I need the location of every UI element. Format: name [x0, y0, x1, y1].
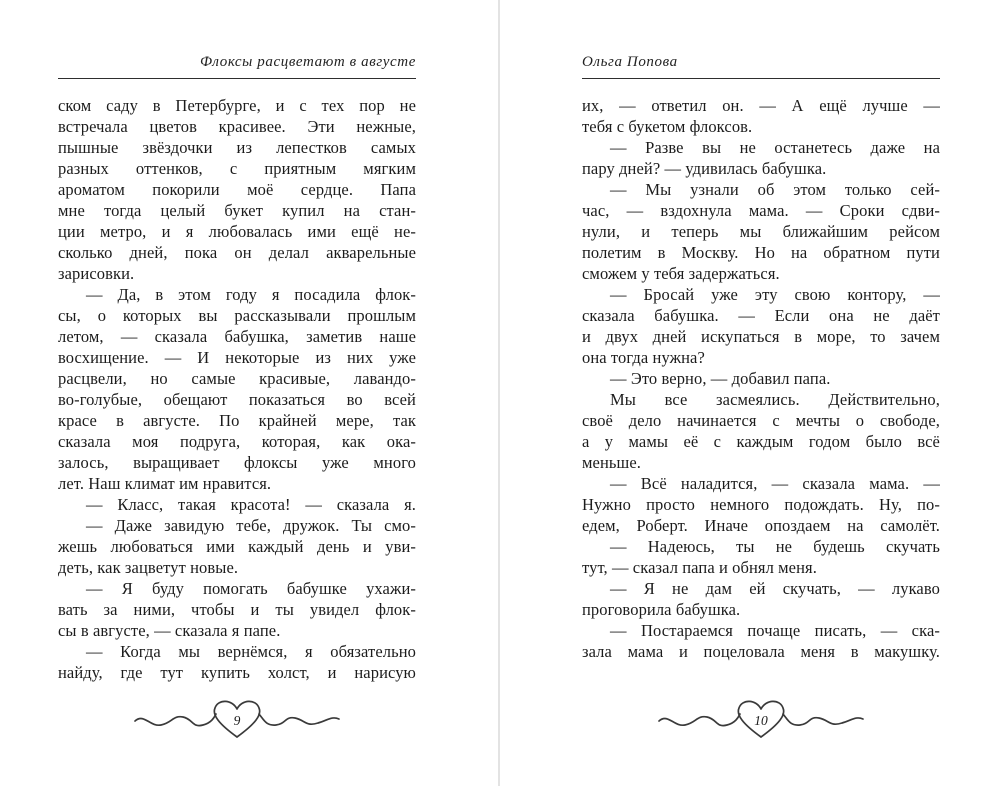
- text-line: едем, Роберт. Иначе опоздаем на самолёт.: [582, 516, 940, 535]
- text-line: — Это верно, — добавил папа.: [610, 369, 831, 388]
- text-line: тут, — сказал папа и обнял меня.: [582, 558, 817, 577]
- flourish-left-icon: [659, 714, 740, 726]
- text-line: полетим в Москву. Но на обратном пути: [582, 243, 940, 262]
- text-line: ском саду в Петербурге, и с тех пор не: [58, 96, 416, 115]
- running-header-author: Ольга Попова: [582, 54, 678, 70]
- left-page: [58, 0, 416, 786]
- header-rule: [582, 78, 940, 79]
- text-line: — Мы узнали об этом только сей-: [610, 180, 940, 199]
- paragraph: [582, 95, 940, 137]
- header-rule: [58, 78, 416, 79]
- text-line: расцвели, но самые красивые, лавандо-: [58, 369, 416, 388]
- text-line: сы, о которых вы рассказывали прошлым: [58, 306, 416, 325]
- paragraph: [582, 284, 940, 368]
- paragraph: [582, 536, 940, 578]
- paragraph: [58, 284, 416, 494]
- text-line: — Класс, такая красота! — сказала я.: [86, 495, 416, 514]
- text-line: — Всё наладится, — сказала мама. —: [610, 474, 940, 493]
- text-line: разных оттенков, с приятным мягким: [58, 159, 416, 178]
- paragraph: [582, 578, 940, 620]
- text-line: ароматом покорили моё сердце. Папа: [58, 180, 416, 199]
- text-line: — Да, в этом году я посадила флок-: [86, 285, 416, 304]
- text-line: нули, и теперь мы ближайшим рейсом: [582, 222, 940, 241]
- text-line: лет. Наш климат им нравится.: [58, 474, 272, 493]
- text-line: — Я буду помогать бабушке ухажи-: [86, 579, 416, 598]
- text-line: час, — вздохнула мама. — Сроки сдви-: [582, 201, 940, 220]
- text-line: а у мамы её с каждым годом было всё: [582, 432, 940, 451]
- paragraph: [58, 95, 416, 284]
- text-line: летом, — сказала бабушка, заметив наше: [58, 327, 416, 346]
- heart-flourish-ornament: [656, 694, 866, 746]
- flourish-right-icon: [783, 714, 863, 725]
- text-line: найду, где тут купить холст, и нарисую: [58, 663, 416, 682]
- paragraph: [582, 389, 940, 473]
- text-line: восхищение. — И некоторые из них уже: [58, 348, 416, 367]
- text-line: проговорила бабушка.: [582, 600, 741, 619]
- text-line: Мы все засмеялись. Действительно,: [610, 390, 940, 409]
- text-line: вать за ними, чтобы и ты увидел флок-: [58, 600, 416, 619]
- page-divider: [498, 0, 500, 786]
- text-line: мне тогда целый букет купил на стан-: [58, 201, 416, 220]
- text-line: зала мама и поцеловала меня в макушку.: [582, 642, 940, 661]
- text-line: пару дней? — удивилась бабушка.: [582, 159, 827, 178]
- text-line: и двух дней искупаться в море, то зачем: [582, 327, 940, 346]
- text-line: — Даже завидую тебе, дружок. Ты смо-: [86, 516, 416, 535]
- paragraph: [582, 620, 940, 662]
- text-line: меньше.: [582, 453, 641, 472]
- page-number: 9: [233, 713, 241, 728]
- text-line: сказала моя подруга, которая, как ока-: [58, 432, 416, 451]
- running-header-title: Флоксы расцветают в августе: [199, 54, 416, 70]
- text-line: — Когда мы вернёмся, я обязательно: [86, 642, 416, 661]
- paragraph: [582, 179, 940, 284]
- text-line: — Бросай уже эту свою контору, —: [610, 285, 940, 304]
- paragraph: [58, 578, 416, 641]
- heart-flourish-ornament: [132, 694, 342, 746]
- paragraph: [582, 368, 940, 389]
- text-line: залось, выращивает флоксы уже много: [58, 453, 416, 472]
- text-line: деть, как зацветут новые.: [58, 558, 239, 577]
- page-body-right: [582, 95, 940, 662]
- text-line: зарисовки.: [58, 264, 135, 283]
- text-line: жешь любоваться ими каждый день и уви-: [58, 537, 416, 556]
- text-line: сможем у тебя задержаться.: [582, 264, 780, 283]
- paragraph: [58, 515, 416, 578]
- text-line: красе в августе. По крайней мере, так: [58, 411, 416, 430]
- text-line: сказала бабушка. — Если она не даёт: [582, 306, 940, 325]
- page-body-left: [58, 95, 416, 683]
- text-line: — Постараемся почаще писать, — ска-: [610, 621, 940, 640]
- text-line: сы в августе, — сказала я папе.: [58, 621, 281, 640]
- footer-ornament-left: [132, 694, 342, 746]
- text-line: пышные звёздочки из лепестков самых: [58, 138, 416, 157]
- text-line: она тогда нужна?: [582, 348, 705, 367]
- paragraph: [582, 137, 940, 179]
- text-line: их, — ответил он. — А ещё лучше —: [582, 96, 940, 115]
- text-line: во-голубые, обещают показаться во всей: [58, 390, 416, 409]
- paragraph: [58, 641, 416, 683]
- paragraph: [58, 494, 416, 515]
- right-page: [582, 0, 940, 786]
- text-line: — Разве вы не останетесь даже на: [610, 138, 940, 157]
- flourish-left-icon: [135, 714, 216, 726]
- text-line: Нужно просто немного подождать. Ну, по-: [582, 495, 940, 514]
- text-line: — Я не дам ей скучать, — лукаво: [610, 579, 940, 598]
- paragraph: [582, 473, 940, 536]
- footer-ornament-right: [656, 694, 866, 746]
- text-line: — Надеюсь, ты не будешь скучать: [610, 537, 940, 556]
- text-line: своё дело начинается с мечты о свободе,: [582, 411, 940, 430]
- text-line: встречала цветов красивее. Эти нежные,: [58, 117, 416, 136]
- page-number: 10: [754, 713, 768, 728]
- flourish-right-icon: [259, 714, 339, 725]
- text-line: тебя с букетом флоксов.: [582, 117, 753, 136]
- text-line: сколько дней, пока он делал акварельные: [58, 243, 416, 262]
- text-line: ции метро, и я любовалась ими ещё не-: [58, 222, 416, 241]
